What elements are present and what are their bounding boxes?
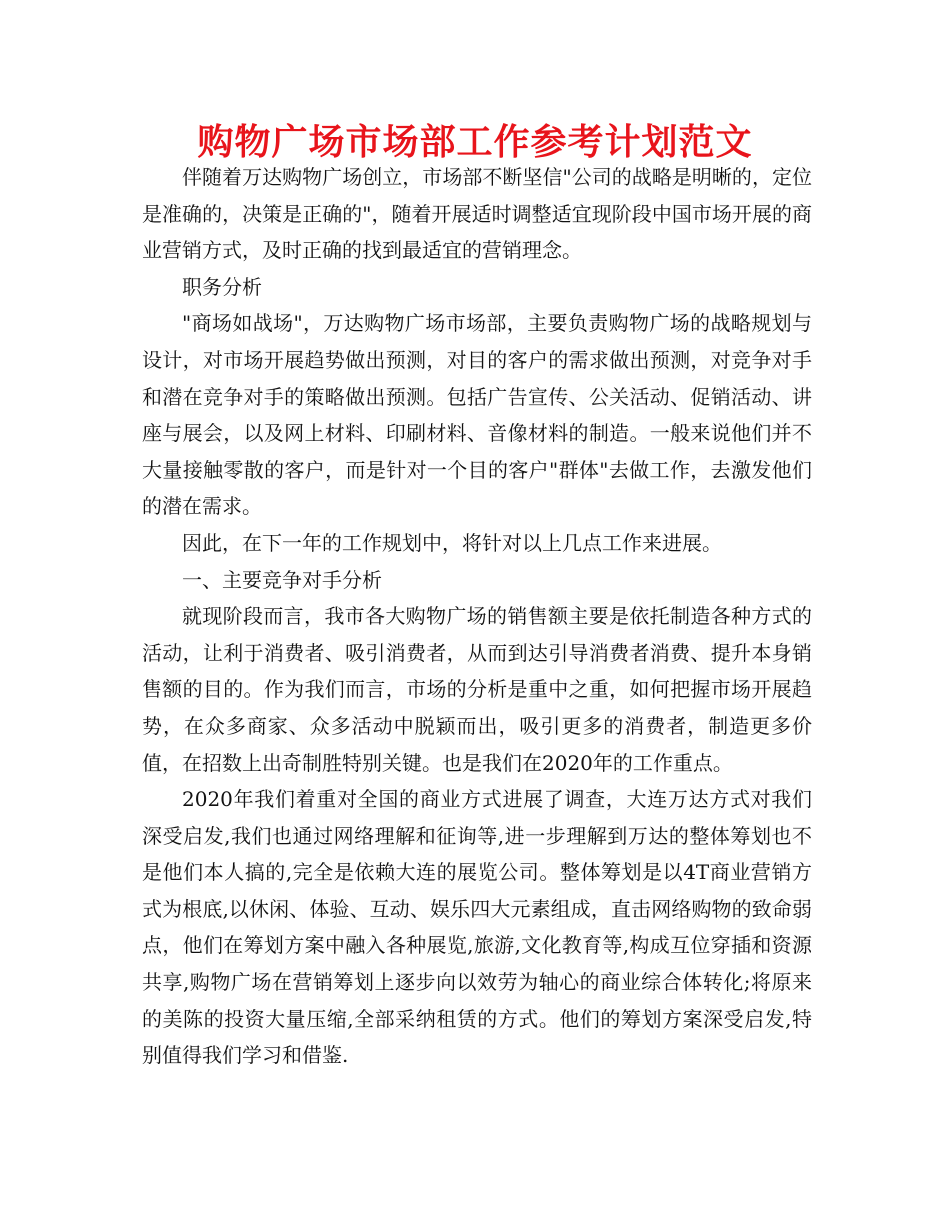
document-title: 购物广场市场部工作参考计划范文 xyxy=(197,122,753,163)
paragraph-competitors: 就现阶段而言，我市各大购物广场的销售额主要是依托制造各种方式的活动，让利于消费者、吸引消费者，从而到达引导消费者消费、提升本身销售额的目的。作为我们而言，市场的分析是重中之重，如何把握市场开展趋势，在众多商家、众多活动中脱颖而出，吸引更多的消费者，制造更多价值，在招数上出奇制胜特别关键。也是我们在2020年的工作重点。 xyxy=(142,604,812,775)
paragraph-survey: 2020年我们着重对全国的商业方式进展了调查，大连万达方式对我们深受启发,我们也通过网络理解和征询等,进一步理解到万达的整体筹划也不是他们本人搞的,完全是依赖大连的展览公司。整体筹划是以4T商业营销方式为根底,以休闲、体验、互动、娱乐四大元素组成，直击网络购物的致命弱点，他们在筹划方案中融入各种展览,旅游,文化教育等,构成互位穿插和资源共享,购物广场在营销筹划上逐步向以效劳为轴心的商业综合体转化;将原来的美陈的投资大量压缩,全部采纳租赁的方式。他们的筹划方案深受启发,特别值得我们学习和借鉴. xyxy=(142,787,812,1068)
paragraph-plan-note: 因此，在下一年的工作规划中，将针对以上几点工作来进展。 xyxy=(182,530,722,555)
section-heading-competitors: 一、主要竞争对手分析 xyxy=(182,567,382,592)
paragraph-job-analysis: "商场如战场"，万达购物广场市场部，主要负责购物广场的战略规划与设计，对市场开展趋势做出预测，对目的客户的需求做出预测，对竞争对手和潜在竞争对手的策略做出预测。包括广告宣传、公关活动、促销活动、讲座与展会，以及网上材料、印刷材料、音像材料的制造。一般来说他们并不大量接触零散的客户，而是针对一个目的客户"群体"去做工作，去激发他们的潜在需求。 xyxy=(142,311,812,519)
paragraph-intro: 伴随着万达购物广场创立，市场部不断坚信"公司的战略是明晰的，定位是准确的，决策是正确的"，随着开展适时调整适宜现阶段中国市场开展的商业营销方式，及时正确的找到最适宜的营销理念。 xyxy=(142,165,812,263)
document-body xyxy=(142,159,812,1074)
section-heading-job-analysis: 职务分析 xyxy=(182,274,262,299)
